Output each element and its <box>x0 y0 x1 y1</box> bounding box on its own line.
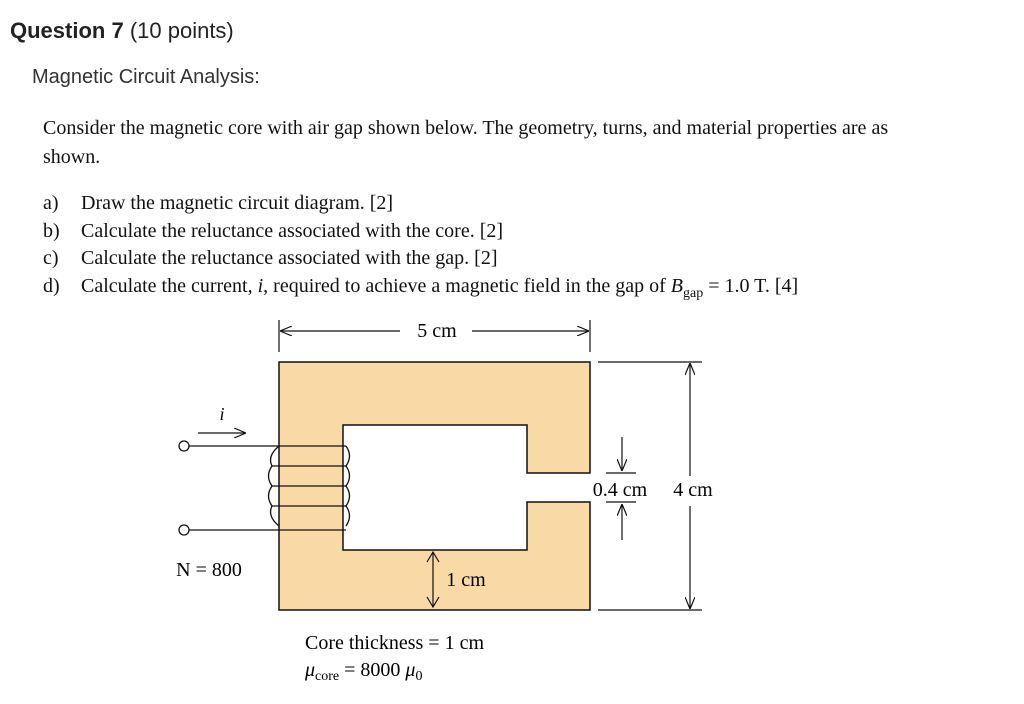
height-label: 4 cm <box>673 479 713 501</box>
current-label: i <box>219 404 225 424</box>
part-c-label: c) <box>43 247 59 269</box>
part-d-sub-gap: gap <box>682 285 704 301</box>
question-subtitle: Magnetic Circuit Analysis: <box>32 66 260 88</box>
part-d-text-after: = 1.0 T. [4] <box>703 274 799 297</box>
part-b-label: b) <box>43 219 60 242</box>
part-a-label: a) <box>43 192 59 214</box>
mu-value: = 8000 <box>339 659 406 681</box>
part-d-text-before: Calculate the current, <box>81 274 258 297</box>
gap-label: 0.4 cm <box>592 479 648 501</box>
part-c-text: Calculate the reluctance associated with the gap. [2] <box>81 247 498 269</box>
part-b-text: Calculate the reluctance associated with the core. [2] <box>81 219 504 242</box>
mu-symbol: μ <box>305 659 316 681</box>
question-points: (10 points) <box>129 18 234 43</box>
part-d-var-i: i <box>257 274 264 297</box>
part-a-text: Draw the magnetic circuit diagram. [2] <box>81 192 394 214</box>
mu-core-sub: core <box>315 669 340 684</box>
gap-dimension <box>593 437 648 540</box>
question-intro: Consider the magnetic core with air gap shown below. The geometry, turns, and material properties are as shown. <box>43 117 889 168</box>
core-thickness-label: Core thickness = 1 cm <box>305 632 485 654</box>
thickness-label: 1 cm <box>446 569 486 591</box>
question-number: Question 7 <box>10 18 124 43</box>
current-arrow <box>198 404 245 433</box>
width-dimension <box>279 320 590 352</box>
turns-label: N = 800 <box>176 559 242 581</box>
mu0-sub: 0 <box>415 669 423 684</box>
part-d-var-b: B <box>670 274 683 297</box>
part-d-label: d) <box>43 274 60 297</box>
width-label: 5 cm <box>417 320 457 342</box>
mu0-symbol: μ <box>405 659 416 681</box>
part-d-text-mid: , required to achieve a magnetic field in the gap of <box>263 274 671 297</box>
mu-core-label <box>304 659 422 684</box>
